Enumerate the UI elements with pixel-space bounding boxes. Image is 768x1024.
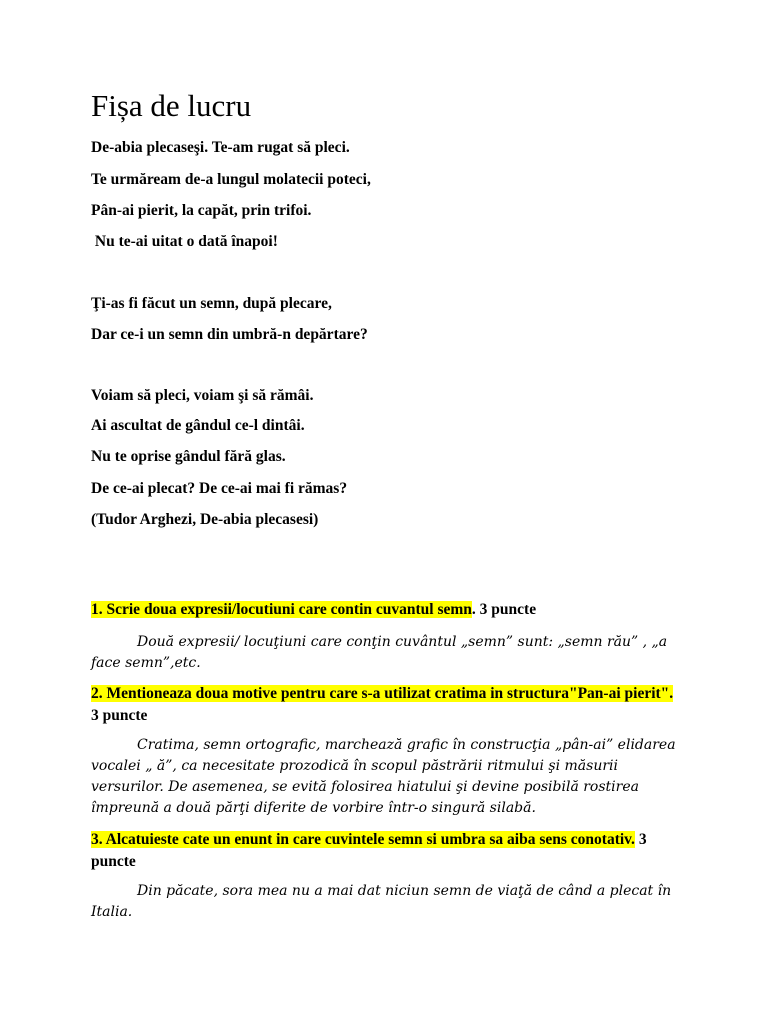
poem-line: Ai ascultat de gândul ce-l dintâi. [91, 417, 305, 434]
poem-line: De-abia plecaseşi. Te-am rugat să pleci. [91, 139, 350, 156]
question-prompt: 3. Alcatuieste cate un enunt in care cuvintele semn si umbra sa aiba sens conotativ. [91, 831, 635, 848]
answer-1: Două expresii/ locuţiuni care conţin cuvântul „semn” sunt: „semn rău” , „a face semn”,etc. [91, 634, 668, 671]
question-3 [91, 829, 681, 873]
question-prompt: 2. Mentioneaza doua motive pentru care s-a utilizat cratima in structura"Pan-ai pierit". [91, 685, 674, 702]
page-title: Fișa de lucru [91, 88, 252, 123]
poem-line: De ce-ai plecat? De ce-ai mai fi rămas? [91, 480, 348, 497]
answer-2: Cratima, semn ortografic, marchează grafic în construcţia „pân-ai” elidarea vocalei „ ă”, ca necesitate prozodică în scopul păstrării ritmului şi măsurii versurilor. De asemenea, se evită folosirea hiatului şi devine posibilă rostirea împreună a două părţi diferite de vorbire într-o singură silabă. [91, 737, 676, 816]
question-prompt: 1. Scrie doua expresii/locutiuni care contin cuvantul semn [91, 601, 472, 618]
poem-line: Ţi-as fi făcut un semn, după plecare, [91, 295, 332, 312]
poem-attribution: (Tudor Arghezi, De-abia plecasesi) [91, 511, 319, 528]
poem-line: Nu te-ai uitat o dată înapoi! [91, 233, 278, 250]
poem-line: Te urmăream de-a lungul molatecii poteci, [91, 171, 371, 188]
question-2 [91, 683, 681, 727]
question-points: 3 puncte [91, 707, 148, 724]
question-1 [91, 599, 681, 621]
poem-line: Pân-ai pierit, la capăt, prin trifoi. [91, 202, 312, 219]
answer-3: Din păcate, sora mea nu a mai dat niciun semn de viaţă de când a plecat în Italia. [91, 883, 672, 920]
question-points: 3 puncte [91, 831, 647, 870]
poem-line: Nu te oprise gândul fără glas. [91, 448, 286, 465]
poem-line: Dar ce-i un semn din umbră-n depărtare? [91, 326, 368, 343]
poem-line: Voiam să pleci, voiam şi să rămâi. [91, 387, 314, 404]
question-points: . 3 puncte [471, 601, 537, 618]
